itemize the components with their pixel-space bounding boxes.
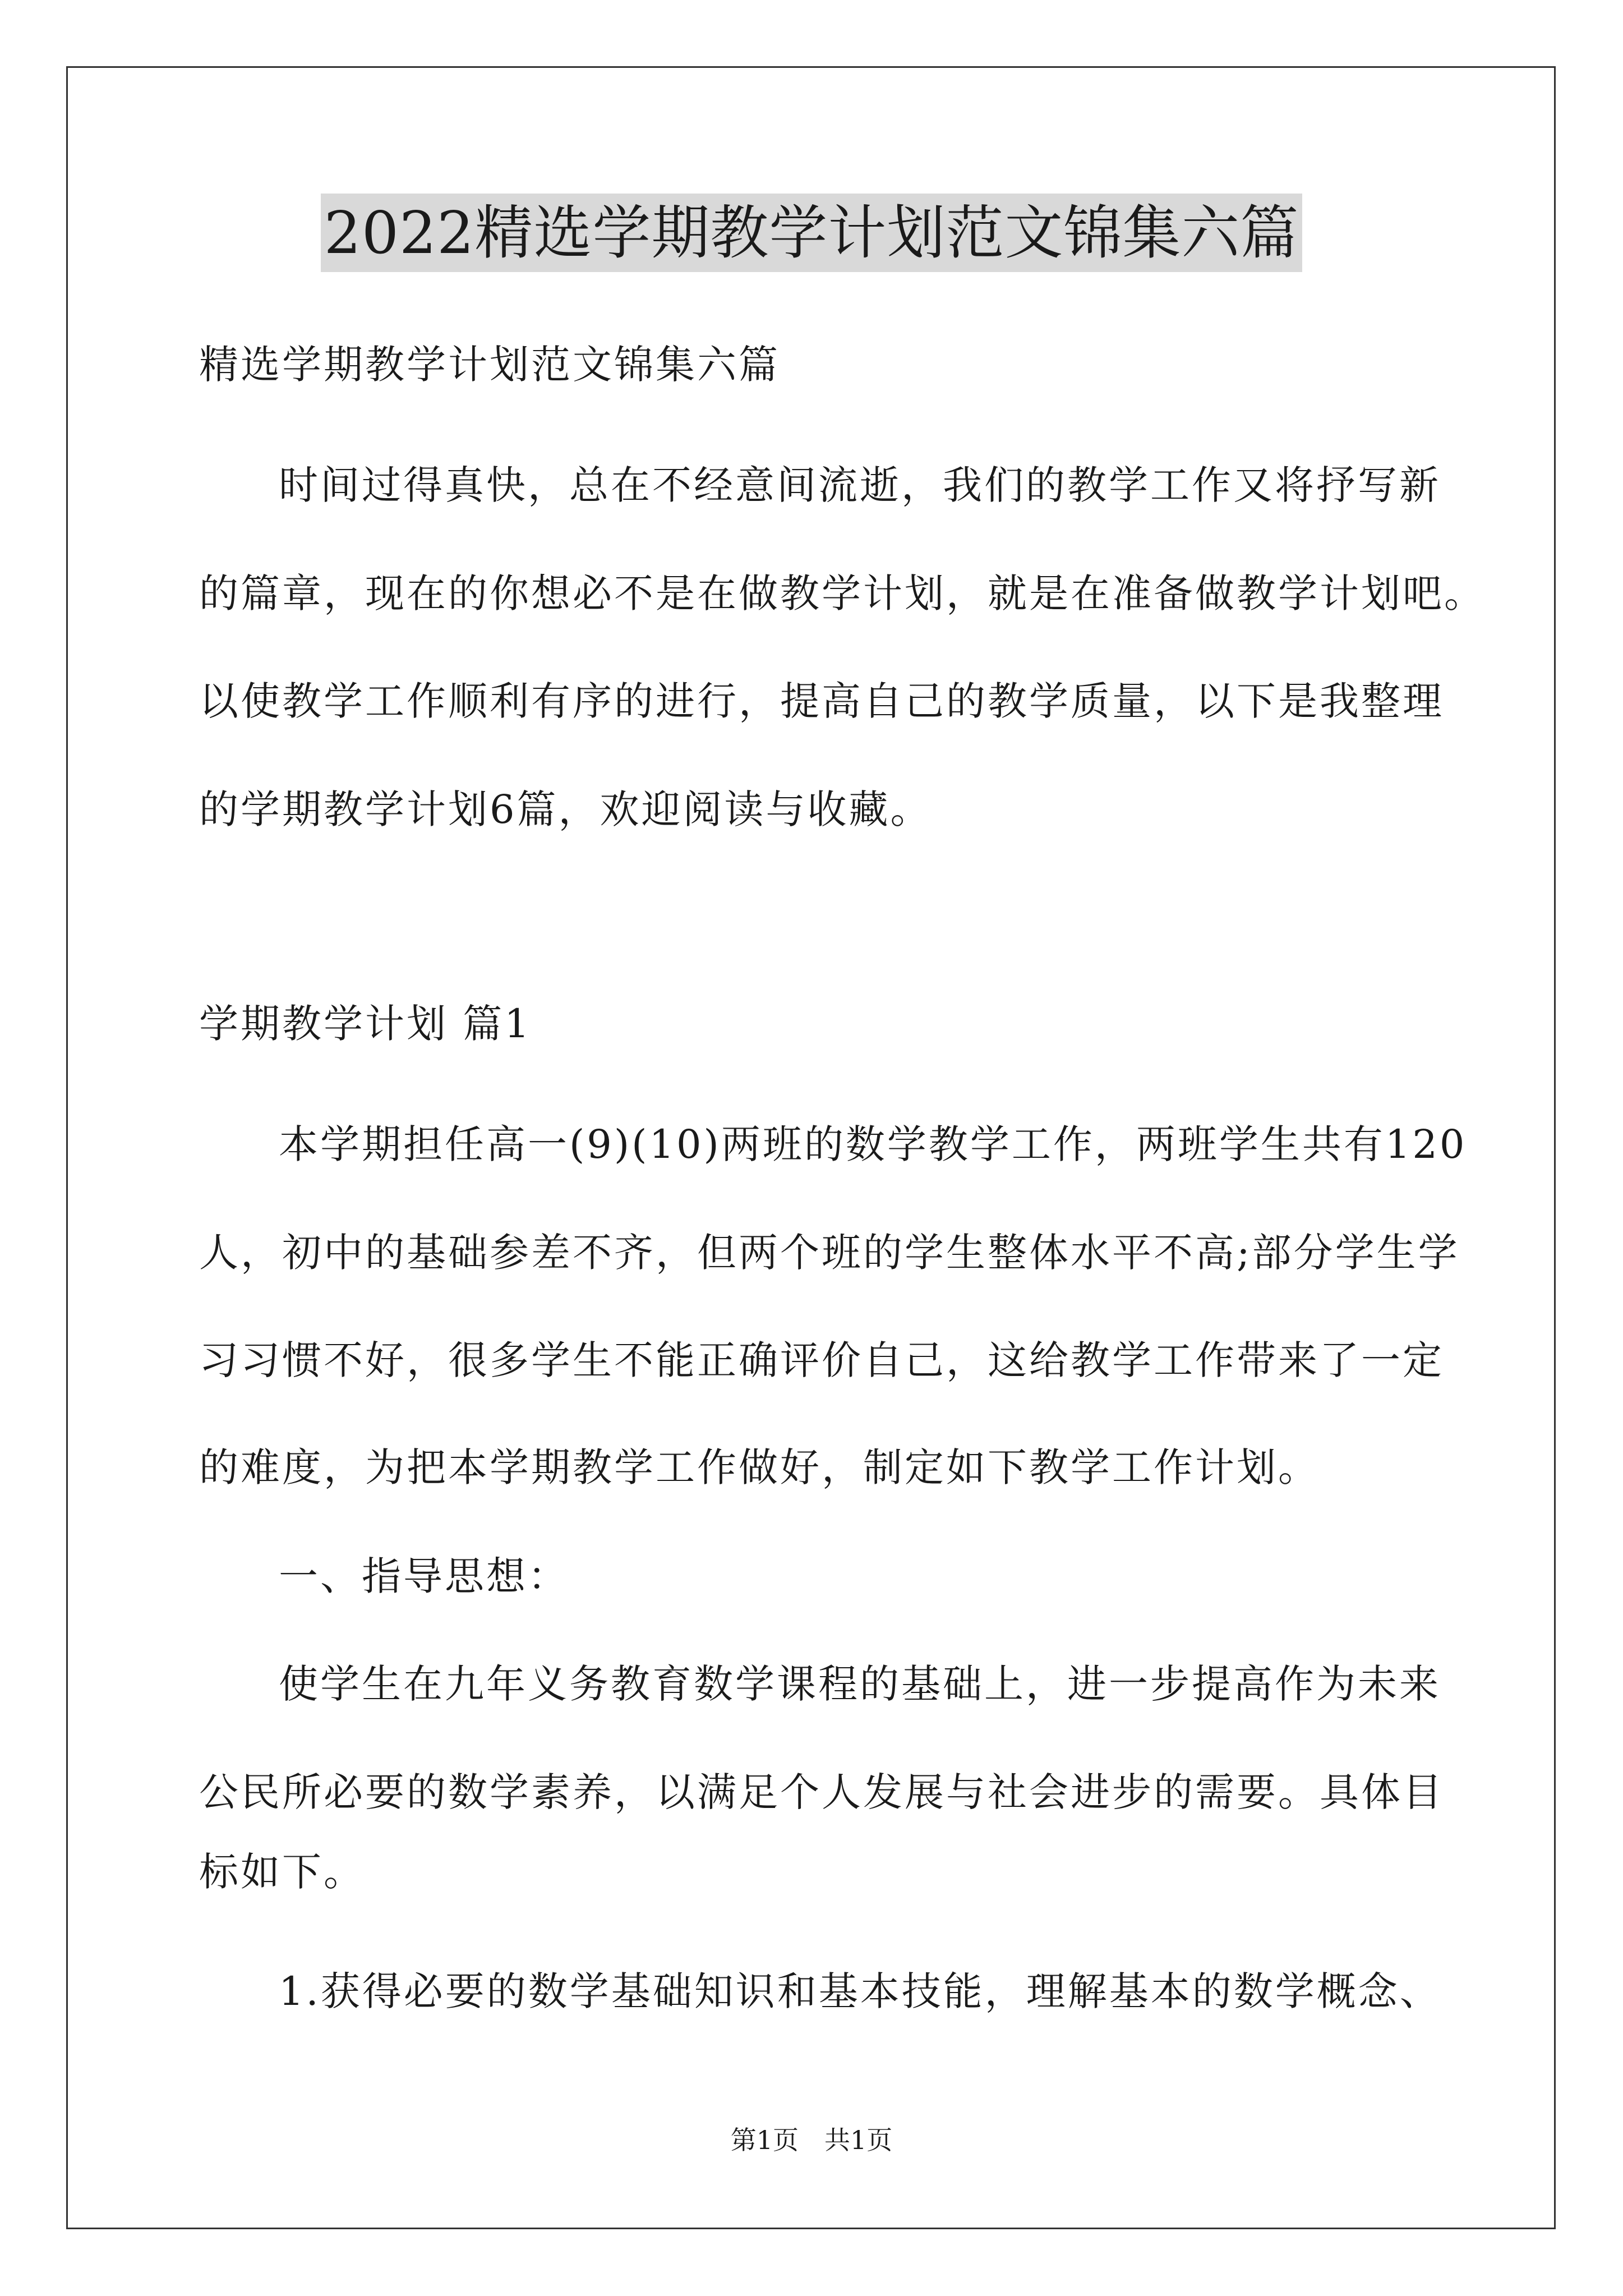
paragraph-line: 时间过得真快，总在不经意间流逝，我们的教学工作又将抒写新 — [279, 462, 1441, 508]
paragraph-line: 本学期担任高一(9)(10)两班的数学教学工作，两班学生共有120 — [279, 1121, 1467, 1167]
section-heading: 学期教学计划 篇1 — [199, 1001, 532, 1047]
paragraph-line: 使学生在九年义务教育数学课程的基础上，进一步提高作为未来 — [279, 1661, 1441, 1707]
subtitle-line: 精选学期教学计划范文锦集六篇 — [199, 342, 780, 388]
paragraph-line: 人，初中的基础参差不齐，但两个班的学生整体水平不高;部分学生学 — [199, 1230, 1460, 1276]
document-title: 2022精选学期教学计划范文锦集六篇 — [321, 194, 1303, 272]
paragraph-line: 的难度，为把本学期教学工作做好，制定如下教学工作计划。 — [199, 1444, 1320, 1490]
page-footer: 第1页 共1页 — [730, 2125, 893, 2155]
paragraph-line: 1.获得必要的数学基础知识和基本技能，理解基本的数学概念、 — [279, 1968, 1441, 2014]
paragraph-line: 的学期教学计划6篇，欢迎阅读与收藏。 — [199, 786, 932, 832]
paragraph-line: 习习惯不好，很多学生不能正确评价自己，这给教学工作带来了一定 — [199, 1337, 1444, 1383]
paragraph-line: 的篇章，现在的你想必不是在做教学计划，就是在准备做教学计划吧。 — [199, 570, 1486, 616]
paragraph-line: 公民所必要的数学素养，以满足个人发展与社会进步的需要。具体目 — [199, 1769, 1444, 1815]
subsection-heading: 一、指导思想： — [279, 1553, 569, 1599]
paragraph-line: 以使教学工作顺利有序的进行，提高自己的教学质量，以下是我整理 — [199, 678, 1444, 724]
title-container — [0, 194, 1623, 272]
paragraph-line: 标如下。 — [199, 1849, 365, 1895]
